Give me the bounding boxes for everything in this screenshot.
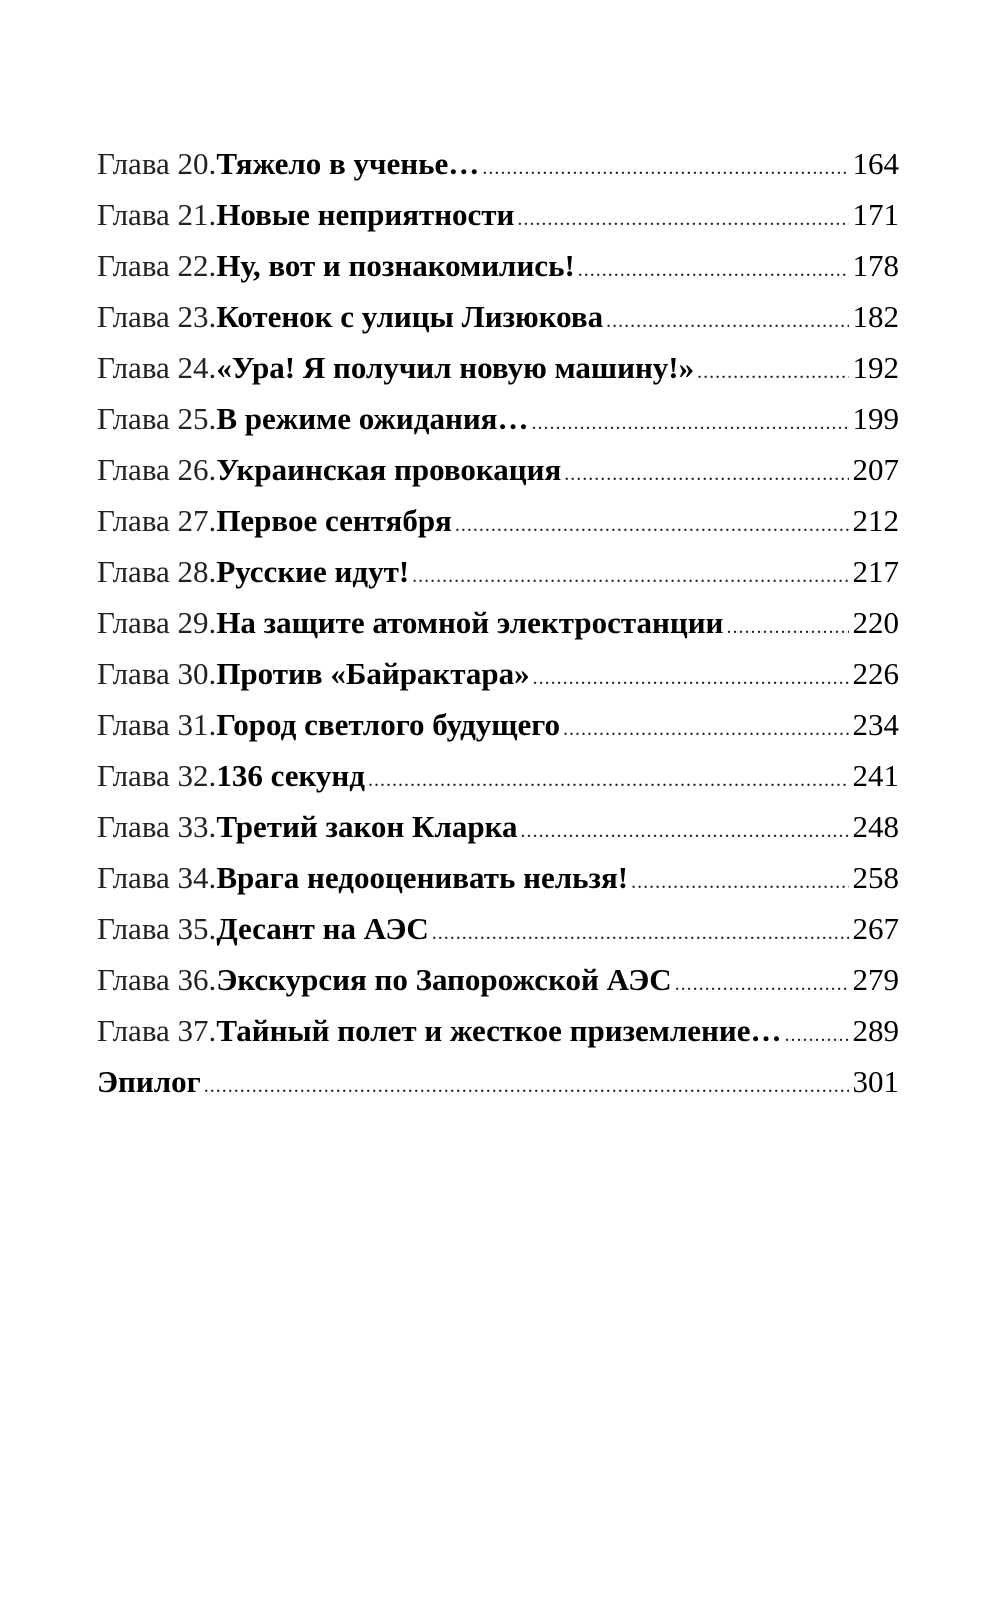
chapter-title: На защите атомной электростанции: [216, 605, 724, 640]
toc-entry-chapter-20[interactable]: [97, 138, 899, 189]
chapter-title: Тяжело в ученье…: [216, 146, 480, 181]
chapter-title: Тайный полет и жесткое приземление…: [216, 1013, 782, 1048]
dot-leader: [563, 704, 848, 755]
chapter-label: Глава 33.: [97, 809, 217, 844]
page-number: 192: [852, 350, 899, 385]
toc-entry-chapter-26[interactable]: [97, 444, 899, 495]
chapter-title: Третий закон Кларка: [216, 809, 518, 844]
dot-leader: [455, 500, 849, 551]
page-number: 258: [852, 860, 899, 895]
dot-leader: [578, 245, 849, 296]
chapter-label: Глава 30.: [97, 656, 217, 691]
page-number: 212: [852, 503, 899, 538]
dot-leader: [521, 806, 849, 857]
page-number: 178: [852, 248, 899, 283]
page-number: 301: [852, 1064, 899, 1099]
chapter-title: Против «Байрактара»: [216, 656, 530, 691]
chapter-label: Глава 25.: [97, 401, 217, 436]
page-number: 199: [852, 401, 899, 436]
chapter-title: Экскурсия по Запорожской АЭС: [216, 962, 672, 997]
toc-entry-chapter-28[interactable]: [97, 546, 899, 597]
chapter-label: Глава 35.: [97, 911, 217, 946]
chapter-label: Глава 29.: [97, 605, 217, 640]
chapter-title: Врага недооценивать нельзя!: [216, 860, 629, 895]
epilogue-title: Эпилог: [97, 1064, 201, 1099]
toc-entry-chapter-35[interactable]: [97, 903, 899, 954]
toc-entry-chapter-31[interactable]: [97, 699, 899, 750]
chapter-title: Новые неприятности: [216, 197, 515, 232]
dot-leader: [697, 347, 848, 398]
toc-entry-chapter-29[interactable]: [97, 597, 899, 648]
page-number: 234: [852, 707, 899, 742]
chapter-label: Глава 36.: [97, 962, 217, 997]
dot-leader: [564, 449, 848, 500]
chapter-label: Глава 21.: [97, 197, 217, 232]
dot-leader: [204, 1061, 849, 1112]
page-number: 226: [852, 656, 899, 691]
page-number: 171: [852, 197, 899, 232]
chapter-label: Глава 20.: [97, 146, 217, 181]
dot-leader: [531, 398, 848, 449]
dot-leader: [631, 857, 848, 908]
dot-leader: [517, 194, 848, 245]
page-number: 207: [852, 452, 899, 487]
chapter-title: «Ура! Я получил новую машину!»: [216, 350, 695, 385]
chapter-title: Первое сентября: [216, 503, 452, 538]
toc-entry-chapter-21[interactable]: [97, 189, 899, 240]
table-of-contents: [97, 138, 899, 1107]
page-number: 267: [852, 911, 899, 946]
toc-entry-chapter-37[interactable]: [97, 1005, 899, 1056]
page-number: 289: [852, 1013, 899, 1048]
toc-entry-chapter-27[interactable]: [97, 495, 899, 546]
chapter-label: Глава 22.: [97, 248, 217, 283]
dot-leader: [368, 755, 849, 806]
page-number: 182: [852, 299, 899, 334]
chapter-title: Ну, вот и познакомились!: [216, 248, 575, 283]
chapter-label: Глава 27.: [97, 503, 217, 538]
page-number: 248: [852, 809, 899, 844]
page-number: 241: [852, 758, 899, 793]
chapter-title: Десант на АЭС: [216, 911, 429, 946]
chapter-title: В режиме ожидания…: [216, 401, 529, 436]
dot-leader: [533, 653, 849, 704]
dot-leader: [432, 908, 849, 959]
chapter-title: Город светлого будущего: [216, 707, 561, 742]
chapter-label: Глава 23.: [97, 299, 217, 334]
dot-leader: [726, 602, 848, 653]
chapter-label: Глава 28.: [97, 554, 217, 589]
page-number: 279: [852, 962, 899, 997]
toc-entry-chapter-25[interactable]: [97, 393, 899, 444]
dot-leader: [785, 1010, 849, 1061]
chapter-label: Глава 37.: [97, 1013, 217, 1048]
toc-entry-chapter-23[interactable]: [97, 291, 899, 342]
page-number: 164: [852, 146, 899, 181]
chapter-title: Русские идут!: [216, 554, 410, 589]
toc-entry-chapter-30[interactable]: [97, 648, 899, 699]
chapter-label: Глава 24.: [97, 350, 217, 385]
dot-leader: [606, 296, 848, 347]
toc-entry-chapter-32[interactable]: [97, 750, 899, 801]
dot-leader: [412, 551, 848, 602]
dot-leader: [675, 959, 849, 1010]
page-number: 217: [852, 554, 899, 589]
chapter-label: Глава 34.: [97, 860, 217, 895]
page-number: 220: [852, 605, 899, 640]
chapter-title: Котенок с улицы Лизюкова: [216, 299, 604, 334]
chapter-label: Глава 32.: [97, 758, 217, 793]
chapter-label: Глава 26.: [97, 452, 217, 487]
chapter-label: Глава 31.: [97, 707, 217, 742]
chapter-title: 136 секунд: [216, 758, 365, 793]
toc-entry-chapter-34[interactable]: [97, 852, 899, 903]
toc-entry-chapter-24[interactable]: [97, 342, 899, 393]
toc-entry-chapter-36[interactable]: [97, 954, 899, 1005]
dot-leader: [482, 143, 848, 194]
toc-entry-chapter-33[interactable]: [97, 801, 899, 852]
chapter-title: Украинская провокация: [216, 452, 562, 487]
toc-entry-epilogue[interactable]: [97, 1056, 899, 1107]
toc-entry-chapter-22[interactable]: [97, 240, 899, 291]
